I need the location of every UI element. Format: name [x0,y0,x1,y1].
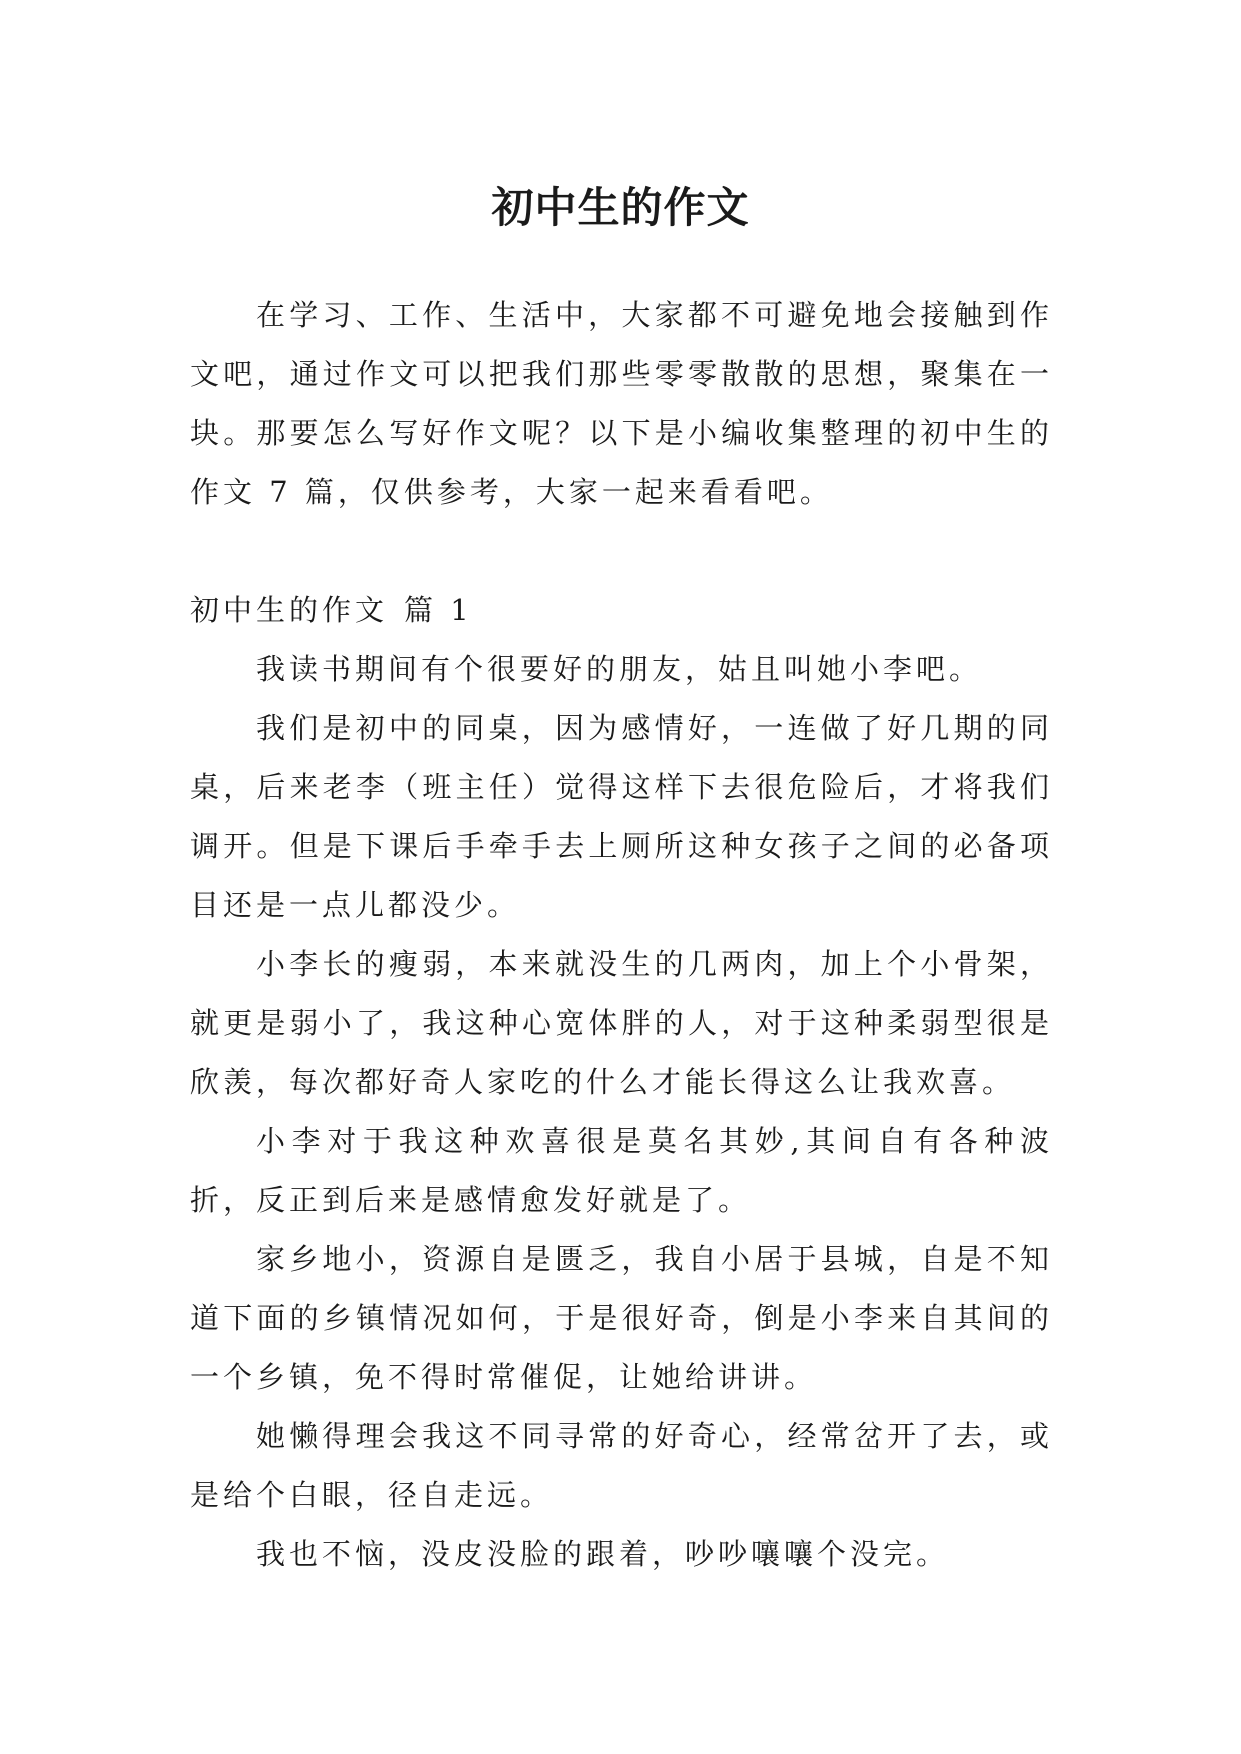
section-heading [190,581,1053,640]
body-paragraph: 她懒得理会我这不同寻常的好奇心，经常岔开了去，或是给个白眼，径自走远。 [190,1419,1053,1512]
section-heading-title: 初中生的作文 [190,593,389,627]
section-heading-number: 篇 1 [404,593,473,627]
body-paragraph: 小李对于我这种欢喜很是莫名其妙,其间自有各种波折，反正到后来是感情愈发好就是了。 [190,1124,1053,1217]
body-paragraph: 我也不恼，没皮没脸的跟着，吵吵嚷嚷个没完。 [256,1537,950,1571]
intro-paragraph: 在学习、工作、生活中，大家都不可避免地会接触到作文吧，通过作文可以把我们那些零零散散的思想，聚集在一块。那要怎么写好作文呢？以下是小编收集整理的初中生的作文 7 篇，仅供参考，大家一起来看看吧。 [190,298,1053,509]
body-paragraph: 我们是初中的同桌，因为感情好，一连做了好几期的同桌，后来老李（班主任）觉得这样下去很危险后，才将我们调开。但是下课后手牵手去上厕所这种女孩子之间的必备项目还是一点儿都没少。 [190,711,1053,922]
body-paragraph: 家乡地小，资源自是匮乏，我自小居于县城，自是不知道下面的乡镇情况如何，于是很好奇，倒是小李来自其间的一个乡镇，免不得时常催促，让她给讲讲。 [190,1242,1053,1394]
body-paragraph: 我读书期间有个很要好的朋友，姑且叫她小李吧。 [256,652,983,686]
document-title: 初中生的作文 [491,183,750,233]
body-paragraph: 小李长的瘦弱，本来就没生的几两肉，加上个小骨架，就更是弱小了，我这种心宽体胖的人，对于这种柔弱型很是欣羡，每次都好奇人家吃的什么才能长得这么让我欢喜。 [190,947,1053,1099]
document-body [190,286,1053,1584]
